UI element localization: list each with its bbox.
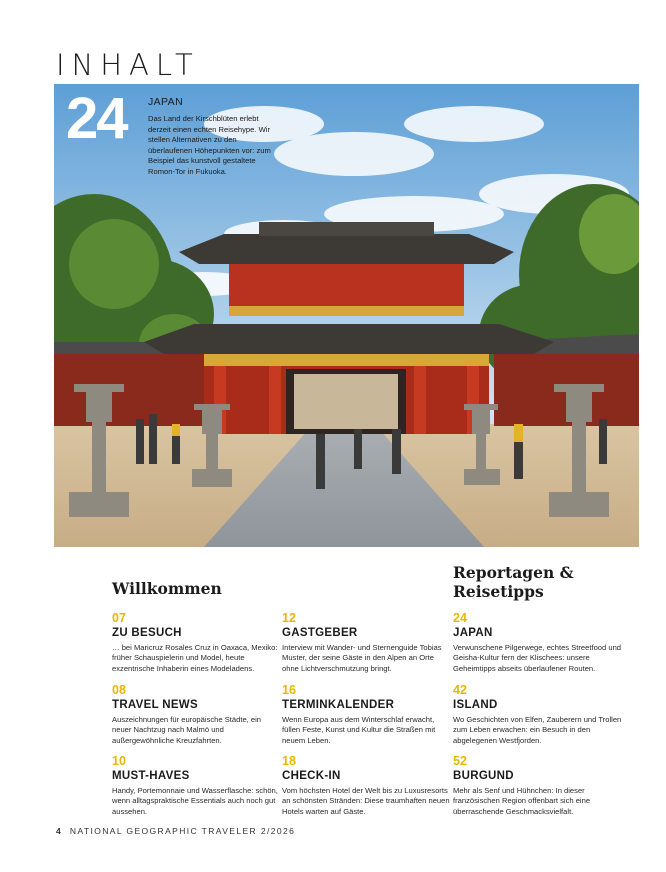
entry-title: JAPAN	[453, 627, 493, 639]
entry-description: Mehr als Senf und Hühnchen: In dieser französischen Region offenbart sich eine überraschende Geschmacksvielfalt.	[453, 786, 591, 816]
entry-description: Vom höchsten Hotel der Welt bis zu Luxusresorts an schönsten Stränden: Diese traumhaften neuen Hotels warten auf Gäste.	[282, 786, 450, 816]
entry-page-number: 42	[453, 683, 467, 697]
toc-entry[interactable]	[282, 683, 452, 746]
entry-title: TRAVEL NEWS	[112, 699, 198, 711]
footer-publication: NATIONAL GEOGRAPHIC TRAVELER 2/2026	[69, 826, 296, 836]
temple-gate-illustration	[54, 84, 639, 547]
entry-title: BURGUND	[453, 770, 514, 782]
entry-title: ZU BESUCH	[112, 627, 182, 639]
toc-entry[interactable]	[112, 683, 282, 746]
toc-entry[interactable]	[282, 754, 452, 817]
entry-description: Auszeichnungen für europäische Städte, ein neuer Nachtzug nach Malmö und außergewöhnliche Kreuzfahrten.	[112, 715, 262, 745]
page-title: INHALT	[56, 48, 200, 82]
entry-title: TERMINKALENDER	[282, 699, 395, 711]
entry-page-number: 07	[112, 611, 126, 625]
section-heading-welcome: Willkommen	[112, 579, 222, 598]
entry-page-number: 08	[112, 683, 126, 697]
entry-description: Verwunschene Pilgerwege, echtes Streetfood und Geisha-Kultur fern der Klischees: unsere Geheimtipps abseits überlaufener Routen.	[453, 643, 622, 673]
entry-page-number: 12	[282, 611, 296, 625]
entry-description: … bei Maricruz Rosales Cruz in Oaxaca, Mexiko: früher Schauspielerin und Model, heute exzentrische Inhaberin eines Modeladens.	[112, 643, 278, 673]
entry-description: Wo Geschichten von Elfen, Zauberern und Trollen zum Leben erwachen: ein Besuch in den abgelegenen Westfjorden.	[453, 715, 622, 745]
entry-title: MUST-HAVES	[112, 770, 190, 782]
hero-page-number: 24	[66, 86, 127, 151]
footer-page-number: 4	[56, 826, 63, 836]
hero-tag: JAPAN	[148, 96, 184, 108]
entry-title: CHECK-IN	[282, 770, 341, 782]
entry-page-number: 10	[112, 754, 126, 768]
entry-page-number: 18	[282, 754, 296, 768]
entry-page-number: 52	[453, 754, 467, 768]
toc-entry[interactable]	[282, 611, 452, 674]
toc-entry[interactable]	[453, 611, 623, 674]
toc-entry[interactable]	[112, 754, 282, 817]
toc-entry[interactable]	[453, 683, 623, 746]
entry-title: ISLAND	[453, 699, 498, 711]
entry-page-number: 24	[453, 611, 467, 625]
entry-page-number: 16	[282, 683, 296, 697]
page-footer	[56, 826, 295, 836]
entry-title: GASTGEBER	[282, 627, 358, 639]
hero-photo	[54, 84, 639, 547]
section-heading-reports: Reportagen & Reisetipps	[453, 563, 574, 601]
hero-caption: Das Land der Kirschblüten erlebt derzeit einen echten Reisehype. Wir stellen Alternativen zu den überlaufenen Höhepunkten vor: zum Beispiel das kunstvoll gestaltete Romon-Tor in Fukuoka.	[148, 114, 271, 176]
toc-entry[interactable]	[112, 611, 282, 674]
entry-description: Handy, Portemonnaie und Wasserflasche: schön, wenn alltagspraktische Essentials auch noch gut aussehen.	[112, 786, 278, 816]
entry-description: Interview mit Wander- und Sternenguide Tobias Muster, der seine Gäste in den Alpen an Orte ohne Lichtverschmutzung bringt.	[282, 643, 442, 673]
toc-entry[interactable]	[453, 754, 623, 817]
entry-description: Wenn Europa aus dem Winterschlaf erwacht, füllen Feste, Kunst und Kultur die Straßen mit neuem Leben.	[282, 715, 436, 745]
